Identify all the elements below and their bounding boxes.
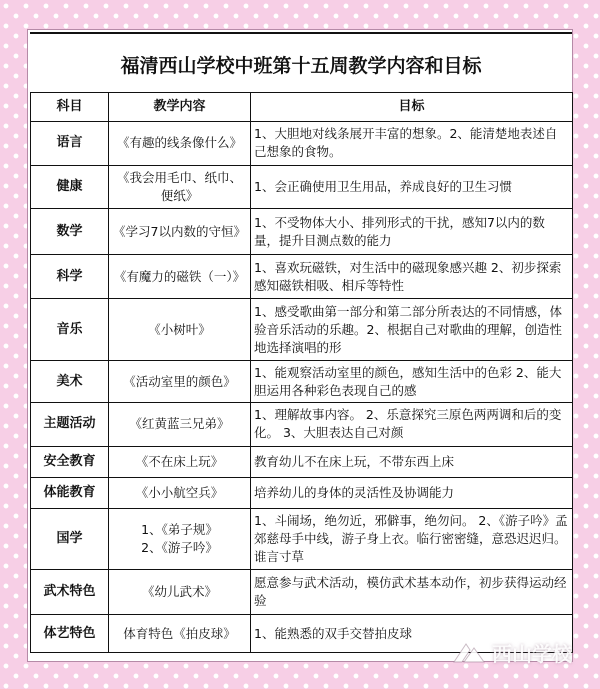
table-row <box>31 255 573 299</box>
content-cell <box>109 615 251 653</box>
goal-text: 1、斗闹场，绝勿近，邪僻事，绝勿问。 2、《游子吟》孟郊慈母手中线，游子身上衣。临行密密缝，意恐迟迟归。谁言寸草 <box>254 512 568 564</box>
goal-text: 愿意参与武术活动，模仿武术基本动作，初步获得运动经验 <box>254 575 567 609</box>
goal-cell <box>251 446 573 477</box>
goal-cell <box>251 122 573 166</box>
content-cell <box>109 255 251 299</box>
lesson-plan-table <box>30 92 573 653</box>
goal-cell <box>251 165 573 209</box>
subject-cell: 科学 <box>31 255 109 299</box>
subject-cell: 美术 <box>31 361 109 403</box>
content-line: 《红黄蓝三兄弟》 <box>129 416 230 432</box>
subject-cell: 国学 <box>31 509 109 569</box>
content-line: 《我会用毛巾、纸巾、便纸》 <box>116 170 242 204</box>
goal-text: 培养幼儿的身体的灵活性及协调能力 <box>254 485 455 501</box>
subject-cell: 语言 <box>31 122 109 166</box>
content-cell <box>109 478 251 509</box>
content-cell <box>109 446 251 477</box>
goal-text: 1、感受歌曲第一部分和第二部分所表达的不同情感，体验音乐活动的乐趣。2、根据自己对歌曲的理解，创造性地选择演唱的形 <box>254 303 562 355</box>
goal-cell <box>251 361 573 403</box>
table-row <box>31 165 573 209</box>
goal-text: 1、理解故事内容。 2、乐意探究三原色两两调和后的变化。 3、大胆表达自己对颜 <box>254 407 562 441</box>
goal-text: 1、大胆地对线条展开丰富的想象。2、能清楚地表述自己想象的食物。 <box>254 126 558 160</box>
goal-text: 1、喜欢玩磁铁，对生活中的磁现象感兴趣 2、初步探索感知磁铁相吸、相斥等特性 <box>254 259 562 293</box>
header-subject: 科目 <box>31 93 109 122</box>
table-row <box>31 122 573 166</box>
content-cell <box>109 403 251 447</box>
table-row <box>31 509 573 569</box>
subject-cell: 安全教育 <box>31 446 109 477</box>
content-line: 《幼儿武术》 <box>141 584 217 600</box>
goal-text: 1、能熟悉的双手交替拍皮球 <box>254 625 412 641</box>
content-line: 体育特色《拍皮球》 <box>123 625 236 641</box>
content-line: 《小小航空兵》 <box>135 485 224 501</box>
goal-cell <box>251 569 573 615</box>
content-line: 1、《弟子规》 <box>141 521 218 537</box>
content-cell <box>109 165 251 209</box>
goal-text: 1、会正确使用卫生用品，养成良好的卫生习惯 <box>254 179 512 195</box>
table-row <box>31 403 573 447</box>
content-cell <box>109 298 251 360</box>
goal-text: 1、能观察活动室里的颜色，感知生活中的色彩 2、能大胆运用各种彩色表现自己的感 <box>254 364 562 398</box>
content-line: 《不在床上玩》 <box>135 453 224 469</box>
content-line: 《小树叶》 <box>148 321 211 337</box>
goal-text: 教育幼儿不在床上玩，不带东西上床 <box>254 453 455 469</box>
school-watermark <box>452 638 572 667</box>
content-cell <box>109 209 251 255</box>
table-row <box>31 209 573 255</box>
header-content: 教学内容 <box>109 93 251 122</box>
goal-cell <box>251 298 573 360</box>
page-title: 福清西山学校中班第十五周教学内容和目标 <box>30 32 572 94</box>
table-row <box>31 298 573 360</box>
content-line: 《有魔力的磁铁（一）》 <box>113 268 246 284</box>
goal-cell <box>251 509 573 569</box>
watermark-text: 西山学校 <box>492 642 572 666</box>
content-line: 2、《游子吟》 <box>141 539 218 555</box>
goal-cell <box>251 209 573 255</box>
content-cell <box>109 569 251 615</box>
subject-cell: 体艺特色 <box>31 615 109 653</box>
goal-cell <box>251 403 573 447</box>
content-cell <box>109 361 251 403</box>
goal-cell <box>251 478 573 509</box>
subject-cell: 数学 <box>31 209 109 255</box>
table-row <box>31 361 573 403</box>
subject-cell: 健康 <box>31 165 109 209</box>
table-row <box>31 569 573 615</box>
subject-cell: 主题活动 <box>31 403 109 447</box>
subject-cell: 体能教育 <box>31 478 109 509</box>
content-line: 《学习7以内数的守恒》 <box>113 223 246 239</box>
content-cell <box>109 509 251 569</box>
subject-cell: 武术特色 <box>31 569 109 615</box>
subject-cell: 音乐 <box>31 298 109 360</box>
header-goal: 目标 <box>251 93 573 122</box>
table-row <box>31 478 573 509</box>
content-cell <box>109 122 251 166</box>
goal-text: 1、不受物体大小、排列形式的干扰，感知7以内的数量，提升目测点数的能力 <box>254 214 545 248</box>
table-header-row <box>31 93 573 122</box>
table-row <box>31 446 573 477</box>
content-line: 《有趣的线条像什么》 <box>116 135 242 151</box>
school-logo-icon <box>452 642 486 664</box>
goal-cell <box>251 255 573 299</box>
content-line: 《活动室里的颜色》 <box>123 373 236 389</box>
